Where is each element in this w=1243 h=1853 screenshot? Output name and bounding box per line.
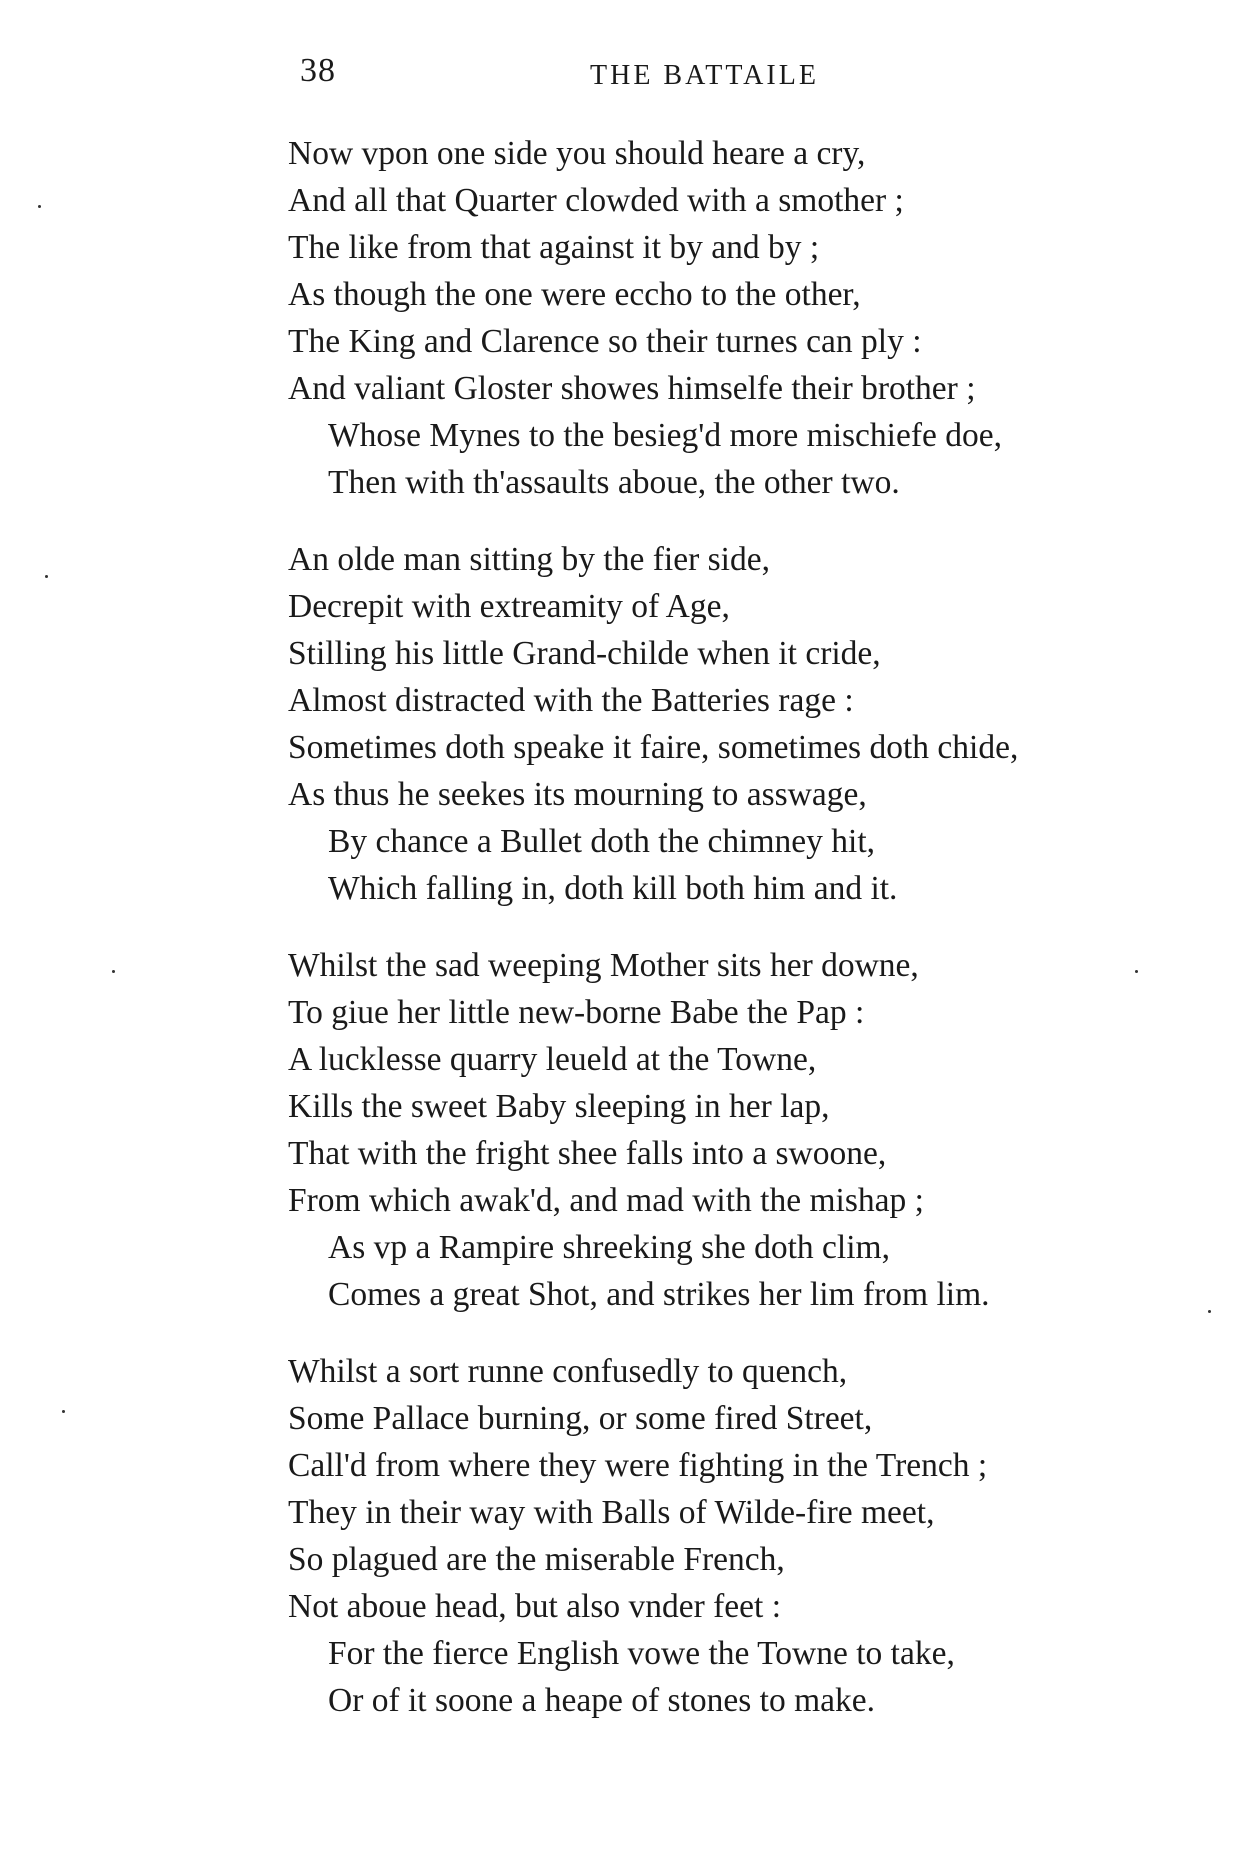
scan-speck bbox=[62, 1410, 65, 1413]
verse-line: Sometimes doth speake it faire, sometimes doth chide, bbox=[288, 729, 1019, 766]
verse-line: Comes a great Shot, and strikes her lim from lim. bbox=[328, 1276, 990, 1313]
verse-line: Kills the sweet Baby sleeping in her lap, bbox=[288, 1088, 830, 1125]
verse-line: Then with th'assaults aboue, the other two. bbox=[328, 464, 900, 501]
scan-speck bbox=[45, 575, 48, 578]
scan-speck bbox=[1208, 1310, 1211, 1313]
stanza bbox=[288, 1348, 1228, 1724]
verse-line: From which awak'd, and mad with the mishap ; bbox=[288, 1182, 924, 1219]
verse-line: Whilst a sort runne confusedly to quench, bbox=[288, 1353, 848, 1390]
verse-line: Some Pallace burning, or some fired Street, bbox=[288, 1400, 873, 1437]
verse-line: And all that Quarter clowded with a smother ; bbox=[288, 182, 904, 219]
verse-line: A lucklesse quarry leueld at the Towne, bbox=[288, 1041, 817, 1078]
verse-line: Stilling his little Grand-childe when it cride, bbox=[288, 635, 881, 672]
page-number: 38 bbox=[300, 52, 336, 89]
scan-speck bbox=[1135, 970, 1138, 973]
verse-line: Now vpon one side you should heare a cry, bbox=[288, 135, 866, 172]
verse-line: That with the fright shee falls into a swoone, bbox=[288, 1135, 887, 1172]
verse-line: The King and Clarence so their turnes can ply : bbox=[288, 323, 922, 360]
verse-line: Whilst the sad weeping Mother sits her downe, bbox=[288, 947, 919, 984]
verse-line: Or of it soone a heape of stones to make. bbox=[328, 1682, 876, 1719]
verse-line: As thus he seekes its mourning to asswage, bbox=[288, 776, 867, 813]
scan-speck bbox=[38, 205, 41, 208]
poem-body bbox=[288, 130, 1228, 1754]
scan-speck bbox=[112, 970, 115, 973]
verse-line: The like from that against it by and by ; bbox=[288, 229, 820, 266]
verse-line: By chance a Bullet doth the chimney hit, bbox=[328, 823, 876, 860]
stanza bbox=[288, 942, 1228, 1318]
running-head bbox=[300, 52, 1180, 102]
stanza bbox=[288, 130, 1228, 506]
verse-line: An olde man sitting by the fier side, bbox=[288, 541, 770, 578]
verse-line: Not aboue head, but also vnder feet : bbox=[288, 1588, 782, 1625]
verse-line: For the fierce English vowe the Towne to take, bbox=[328, 1635, 955, 1672]
verse-line: So plagued are the miserable French, bbox=[288, 1541, 785, 1578]
verse-line: As vp a Rampire shreeking she doth clim, bbox=[328, 1229, 890, 1266]
stanza bbox=[288, 536, 1228, 912]
verse-line: And valiant Gloster showes himselfe their brother ; bbox=[288, 370, 976, 407]
verse-line: To giue her little new-borne Babe the Pap : bbox=[288, 994, 865, 1031]
verse-line: Which falling in, doth kill both him and it. bbox=[328, 870, 898, 907]
verse-line: As though the one were eccho to the other, bbox=[288, 276, 861, 313]
verse-line: Almost distracted with the Batteries rage : bbox=[288, 682, 854, 719]
verse-line: Decrepit with extreamity of Age, bbox=[288, 588, 730, 625]
running-title: THE BATTAILE bbox=[590, 60, 819, 91]
verse-line: They in their way with Balls of Wilde-fire meet, bbox=[288, 1494, 935, 1531]
verse-line: Whose Mynes to the besieg'd more mischiefe doe, bbox=[328, 417, 1002, 454]
verse-line: Call'd from where they were fighting in the Trench ; bbox=[288, 1447, 988, 1484]
